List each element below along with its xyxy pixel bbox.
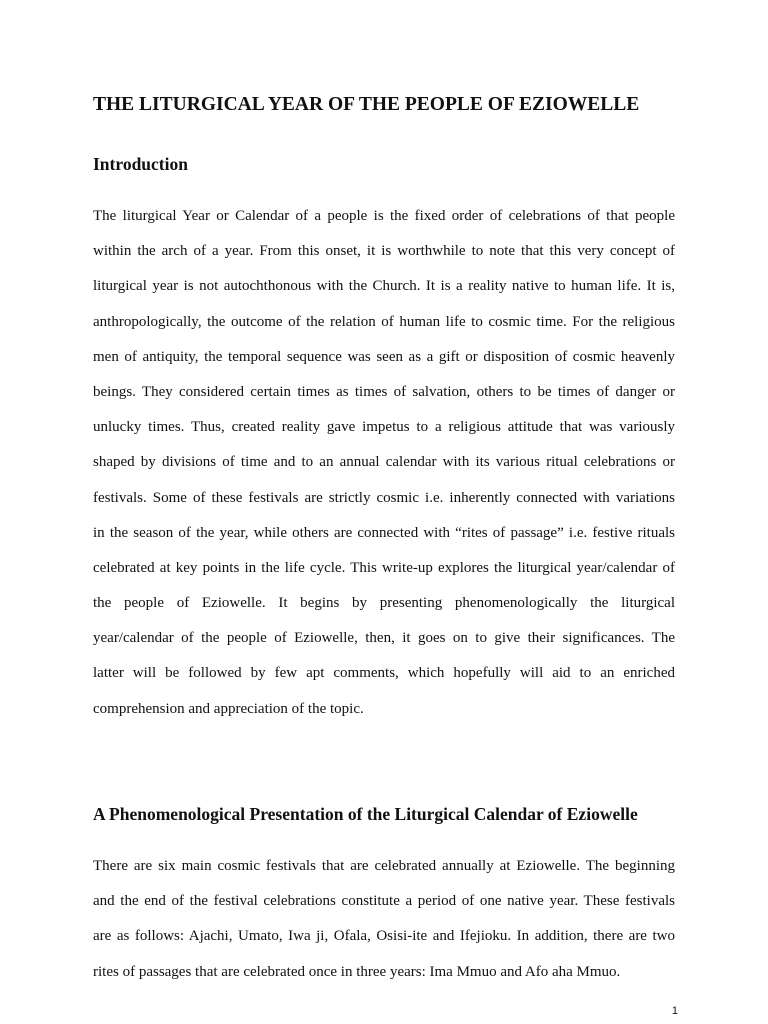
page-number: 1 [671, 1005, 678, 1017]
paragraph-line: The liturgical Year or Calendar of a people is the fixed order of celebrations of that people [93, 208, 675, 224]
paragraph-line: rites of passages that are celebrated once in three years: Ima Mmuo and Afo aha Mmuo. [93, 963, 621, 980]
paragraph-line: liturgical year is not autochthonous with the Church. It is a reality native to human life. It is, [93, 278, 675, 295]
paragraph-line: in the season of the year, while others are connected with “rites of passage” i.e. festive rituals [93, 524, 675, 541]
paragraph-line: beings. They considered certain times as times of salvation, others to be times of danger or [93, 383, 675, 400]
document-title: THE LITURGICAL YEAR OF THE PEOPLE OF EZIOWELLE [93, 94, 640, 115]
paragraph-line: anthropologically, the outcome of the relation of human life to cosmic time. For the religious [93, 313, 675, 330]
paragraph-line: men of antiquity, the temporal sequence was seen as a gift or disposition of cosmic heavenly [93, 348, 675, 365]
paragraph-line: comprehension and appreciation of the topic. [93, 700, 364, 717]
paragraph-line: shaped by divisions of time and to an annual calendar with its various ritual celebrations or [93, 454, 675, 471]
section-heading-phenomenological-presentation: A Phenomenological Presentation of the Liturgical Calendar of Eziowelle [93, 804, 638, 824]
section-heading-introduction: Introduction [93, 154, 188, 174]
paragraph-line: are as follows: Ajachi, Umato, Iwa ji, Ofala, Osisi-ite and Ifejioku. In addition, there are two [93, 928, 675, 945]
paragraph-line: There are six main cosmic festivals that are celebrated annually at Eziowelle. The beginning [93, 858, 675, 874]
paragraph-line: year/calendar of the people of Eziowelle, then, it goes on to give their significances. The [93, 630, 675, 647]
paragraph-line: festivals. Some of these festivals are strictly cosmic i.e. inherently connected with variations [93, 489, 675, 506]
paragraph-line: latter will be followed by few apt comments, which hopefully will aid to an enriched [93, 665, 675, 682]
phenomenological-paragraph [93, 856, 675, 997]
paragraph-line: unlucky times. Thus, created reality gave impetus to a religious attitude that was variously [93, 419, 675, 436]
paragraph-line: the people of Eziowelle. It begins by presenting phenomenologically the liturgical [93, 595, 675, 612]
paragraph-line: within the arch of a year. From this onset, it is worthwhile to note that this very concept of [93, 243, 675, 260]
paragraph-line: and the end of the festival celebrations constitute a period of one native year. These festivals [93, 893, 675, 910]
paragraph-line: celebrated at key points in the life cycle. This write-up explores the liturgical year/calendar of [93, 559, 675, 576]
introduction-paragraph [93, 206, 675, 734]
